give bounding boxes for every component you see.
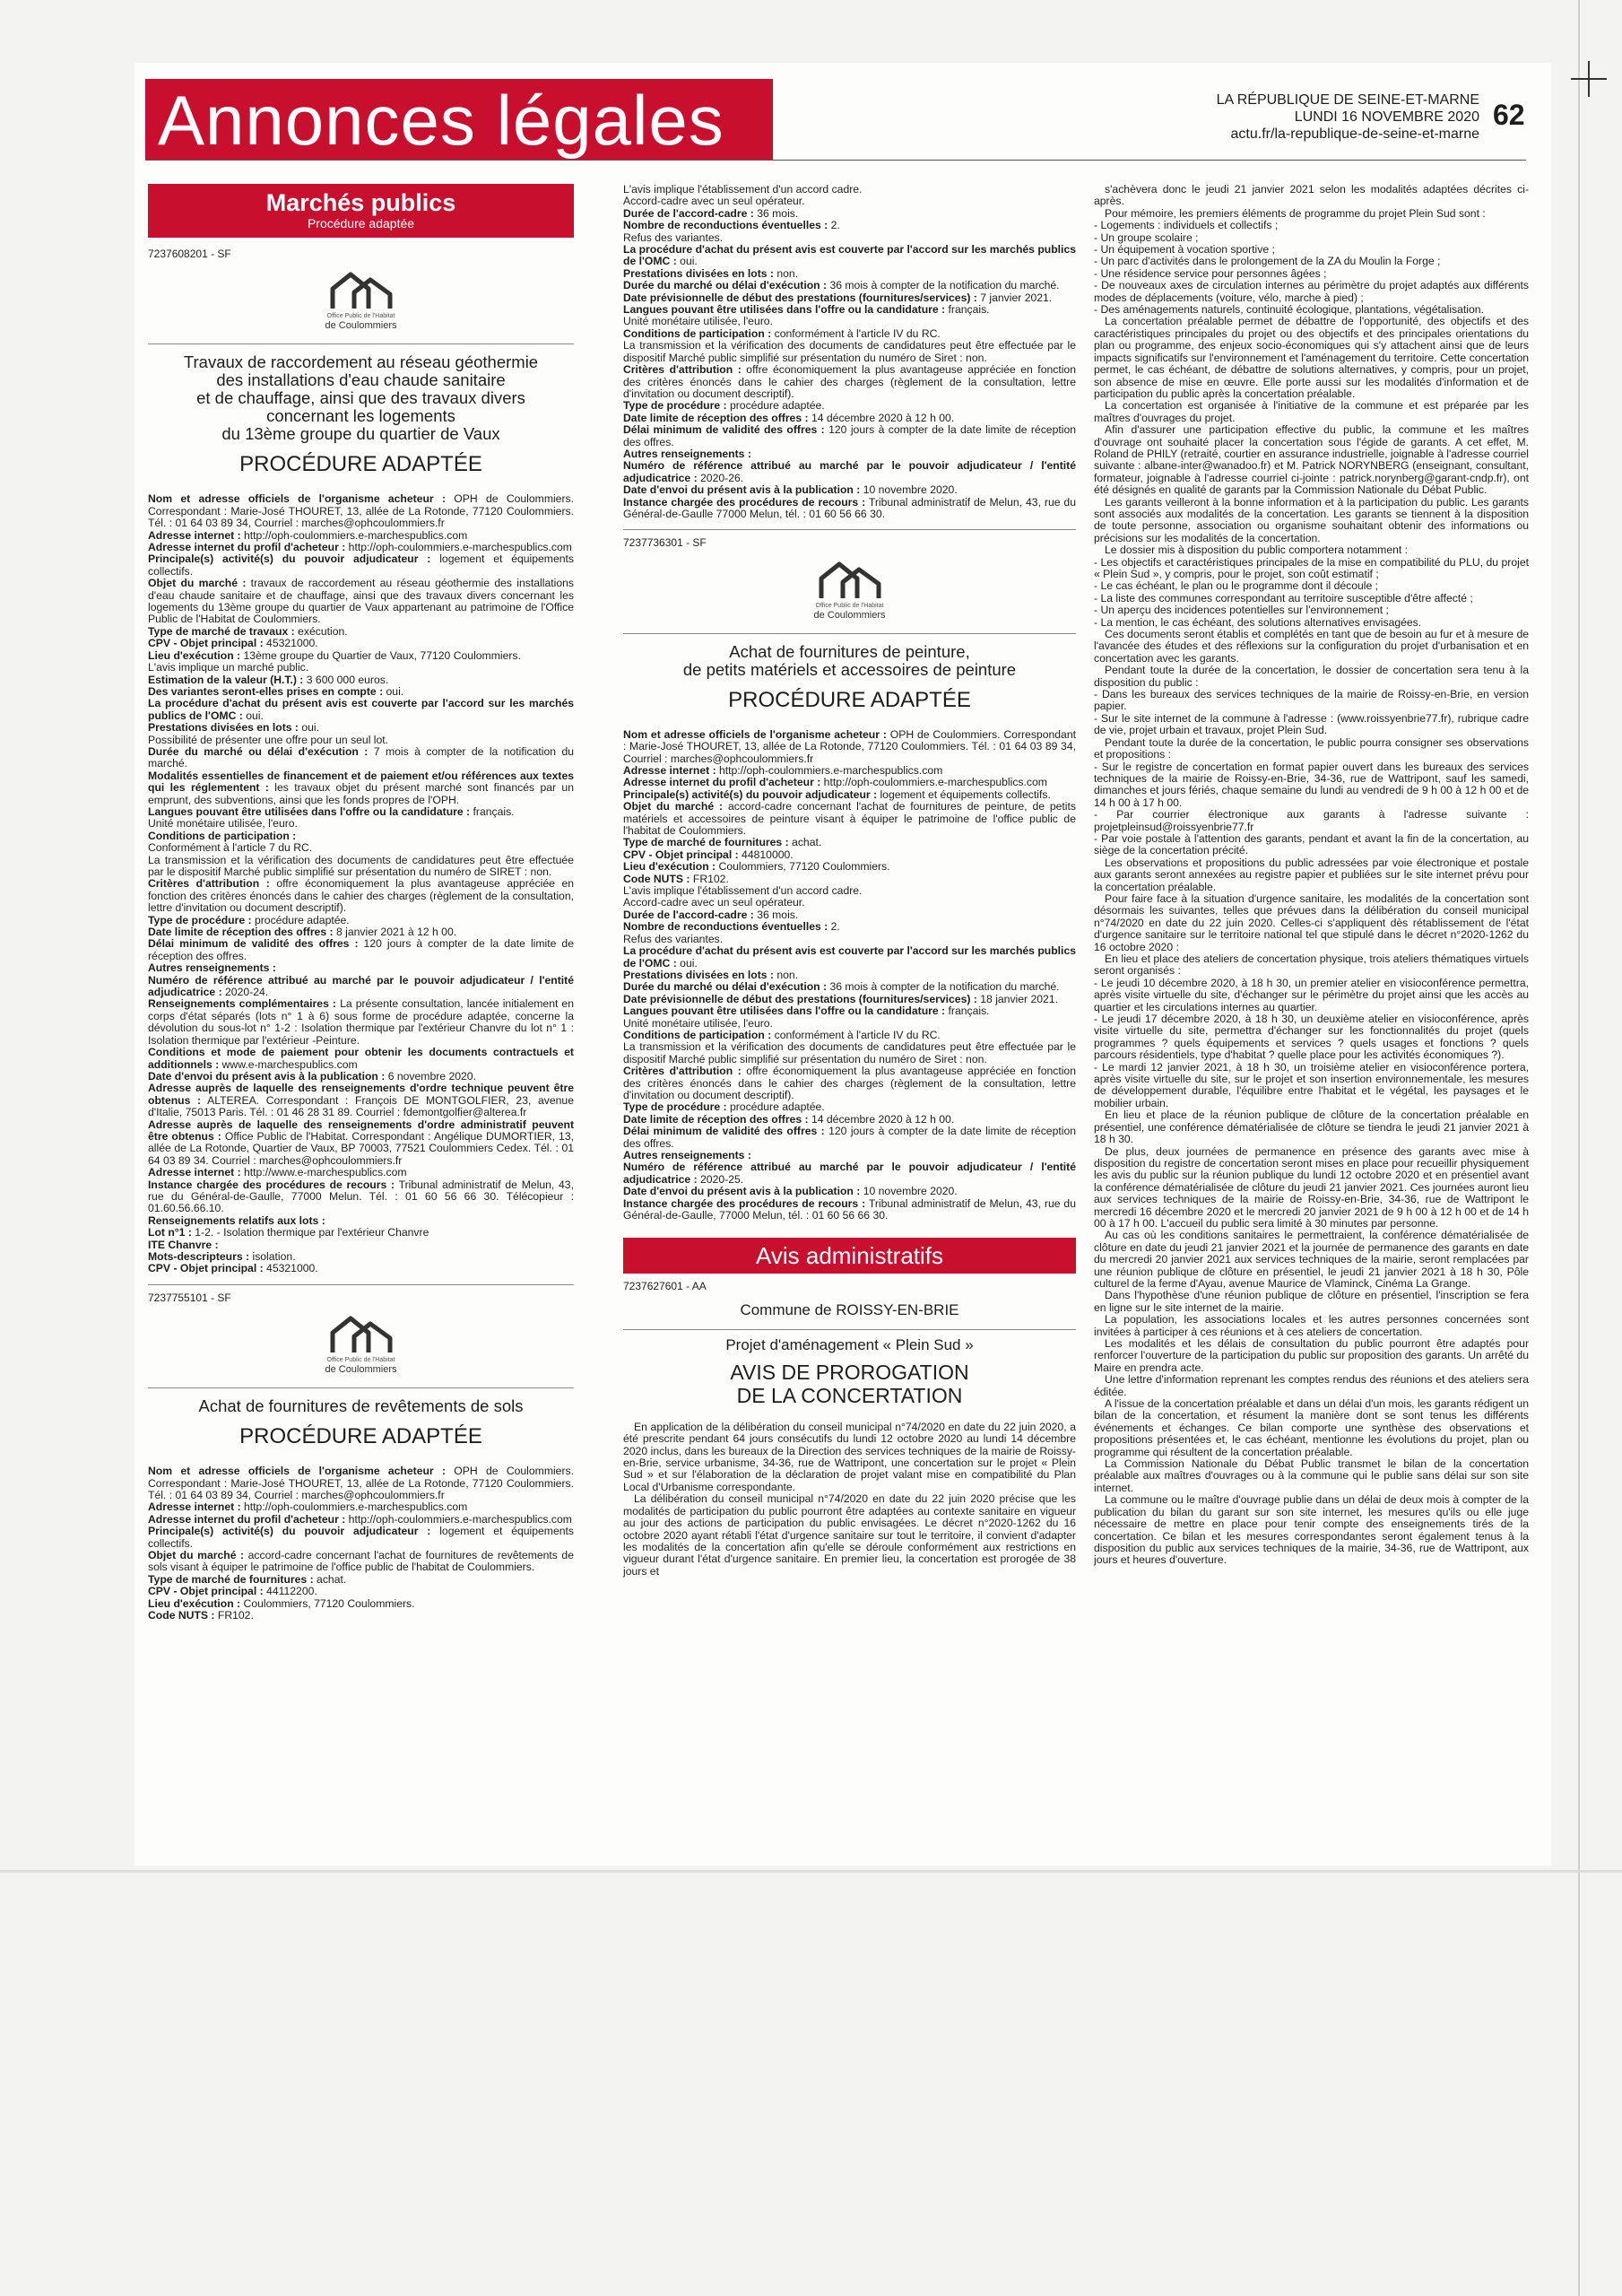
paragraph: - Une résidence service pour personnes âgées ; [1094,266,1327,280]
paragraph: Lieu d'exécution : 13ème groupe du Quartier de Vaux, 77120 Coulommiers. [148,648,521,662]
paragraph: - De nouveaux axes de circulation internes au périmètre du projet adaptés aux différents modes de déplacements (voiture, vélo, marche à pied) ; [1094,279,1529,304]
paragraph: En application de la délibération du conseil municipal n°74/2020 en date du 22 juin 2020, a été prescrite pendant 64 jours consécutifs du lundi 12 octobre 2020 au lundi 14 décembre 2020 inclus, dans les bureaux de la Direction des services techniques de la mairie de Roissy-en-Brie, service urbanisme, 34-36, rue de Wattripont, une concertation sur le projet « Plein Sud » et sur l'élaboration de la déclaration de projet valant mise en compatibilité du Plan Local d'Urbanisme correspondante. [623,1420,1076,1493]
paragraph: La transmission et la vérification des documents de candidatures peut être effectuée par le dispositif Marché public simplifié sur présentation du numéro de Siret : non. [623,339,1076,364]
house-logo-icon [327,267,395,312]
paragraph: Une lettre d'information reprenant les comptes rendus des réunions et des ateliers sera éditée. [1094,1373,1529,1398]
paragraph: Critères d'attribution : offre économiquement la plus avantageuse appréciée en fonction des critères énoncés dans le cahier des charges (règlement de la consultation, lettre d'invitation ou document descriptif). [148,877,574,915]
divider [623,633,1076,634]
paragraph: Le dossier mis à disposition du public comportera notamment : [1105,544,1409,557]
paragraph: Critères d'attribution : offre économiquement la plus avantageuse appréciée en fonction des critères énoncés dans le cahier des charges (règlement de la consultation, lettre d'invitation ou document descriptif). [623,363,1076,400]
paragraph: Délai minimum de validité des offres : 120 jours à compter de la date limite de réception des offres. [148,937,574,962]
paragraph: - Le jeudi 10 décembre 2020, à 18 h 30, un premier atelier en visioconférence permettra, après visite virtuelle du site, d'échanger sur le périmètre du projet ainsi que les accès au quartier et les circulations internes au quartier. [1094,976,1529,1013]
avis-title: AVIS DE PROROGATION DE LA CONCERTATION [730,1360,969,1407]
paragraph: Durée de l'accord-cadre : 36 mois. [623,206,799,220]
paragraph: La transmission et la vérification des documents de candidatures peut être effectuée par le dispositif Marché public simplifié sur présentation du numéro de Siret : non. [623,1040,1076,1065]
paragraph: A l'issue de la concertation préalable et dans un délai d'un mois, les garants rédigent un bilan de la concertation, et résument la manière dont se sont tenus les différents événements et échanges. Ce bilan comporte une synthèse des observations et propositions présentées et, le cas échéant, mentionne les évolutions du projet, plan ou programme qui résultent de la concertation préalable. [1094,1397,1529,1458]
paragraph: - Par courrier électronique aux garants à l'adresse suivante : projetpleinsud@roissyenbrie77.fr [1094,808,1529,833]
notice3-body [623,729,1076,1222]
paragraph: - Sur le registre de concertation en format papier ouvert dans les bureaux des services techniques de la mairie de Roissy-en-Brie, 34-36, rue de Wattripont, sauf les samedi, dimanches et jours fériés, chaque semaine du lundi au vendredi de 9 h 00 à 12 h 00 et de 14 h 00 à 17 h 00. [1094,760,1529,809]
marches-title: Marchés publics [265,189,456,216]
paragraph: Prestations divisées en lots : non. [623,968,799,981]
notice3-ref: 7237736301 - SF [623,536,707,550]
paragraph: Instance chargée des procédures de recours : Tribunal administratif de Melun, 43, rue du Général-de-Gaulle 77000 Melun, tél. : 01 60 56 66 30. [623,495,1076,520]
paragraph: Prestations divisées en lots : oui. [148,721,320,735]
paragraph: Objet du marché : accord-cadre concernant l'achat de fournitures de revêtements de sols visant à équiper le patrimoine de l'office public de l'habitat de Coulommiers. [148,1549,574,1574]
header-divider [145,160,1526,161]
paragraph: Les modalités et les délais de consultation du public pourront être adaptés pour renforcer l'ouverture de la participation du public sur proposition des garants. Un arrêté du Maire en prendra acte. [1094,1337,1529,1374]
paragraph: - La mention, le cas échéant, des solutions alternatives envisagées. [1094,615,1422,629]
paragraph: - Des aménagements naturels, continuité écologique, plantations, végétalisation. [1094,303,1484,317]
paragraph: Principale(s) activité(s) du pouvoir adjudicateur : logement et équipements collectifs. [623,787,1051,801]
paragraph: s'achèvera donc le jeudi 21 janvier 2021 selon les modalités adaptées décrites ci-après. [1094,183,1529,208]
oph-logo [792,557,908,621]
paragraph: Pour faire face à la situation d'urgence sanitaire, les modalités de la concertation sont désormais les suivantes, telles que prévues dans la délibération du conseil municipal n°74/2020 en date du 22 juin 2020. Celles-ci s'appliquent dès rétablissement de l'état d'urgence sanitaire sur le territoire national tel que stipulé dans le décret n°2020-1262 du 16 octobre 2020 : [1094,891,1529,953]
paragraph: Date prévisionnelle de début des prestations (fournitures/services) : 18 janvier 2021. [623,992,1058,1005]
paragraph: ITE Chanvre : [148,1238,219,1251]
logo-big-text: de Coulommiers [325,1364,397,1376]
paragraph: La procédure d'achat du présent avis est couverte par l'accord sur les marchés publics de l'OMC : oui. [623,243,1076,268]
oph-logo [303,267,420,331]
marches-subtitle: Procédure adaptée [307,216,415,230]
paragraph: - Par voie postale à l'attention des garants, pendant et avant la fin de la concertation, au siège de la concertation précité. [1094,831,1529,857]
paragraph: - La liste des communes correspondant au territoire susceptible d'être affecté ; [1094,591,1473,604]
header-meta [1130,91,1479,143]
paragraph: Conditions de participation : conformément à l'article IV du RC. [623,326,941,340]
paragraph: La Commission Nationale du Débat Public transmet le bilan de la concertation préalable aux maîtres d'ouvrages ou à la commune qui le publie sans délai sur son site internet. [1094,1457,1529,1494]
paragraph: Nom et adresse officiels de l'organisme acheteur : OPH de Coulommiers. Correspondant : Marie-José THOURET, 13, allée de La Rotonde, 77120 Coulommiers. Tél. : 01 64 03 89 34, Courriel : marches@ophcoulommiers.fr [623,727,1076,765]
section-banner [145,79,773,160]
marches-section-header [148,184,574,238]
paragraph: Afin d'assurer une participation effective du public, la commune et les maîtres d'ouvrage ont souhaité placer la concertation sous l'égide de garants. A cet effet, M. Roland de PHILY (retraité, courtier en assurance industrielle, joignable à l'adresse courriel suivante : albane-inter@wanadoo.fr) et M. Patrick NORYNBERG (enseignant, consultant, formateur, joignable à l'adresse courriel ci-jointe : patrick.norynberg@garant-cndp.fr), ont été désignés en qualité de garants par la Commission Nationale du Débat Public. [1094,423,1529,497]
logo-small-text: Office Public de l'Habitat [326,313,395,320]
paragraph: Date limite de réception des offres : 14 décembre 2020 à 12 h 00. [623,411,955,424]
paragraph: Dans l'hypothèse d'une réunion publique de clôture en présentiel, l'inscription se fera en ligne sur le site internet de la mairie. [1094,1289,1529,1314]
paragraph: Adresse internet : http://oph-coulommiers.e-marchespublics.com [148,528,468,542]
paragraph: L'avis implique l'établissement d'un accord cadre. [623,884,863,898]
paragraph: La procédure d'achat du présent avis est couverte par l'accord sur les marchés publics de l'OMC : oui. [148,697,574,722]
logo-big-text: de Coulommiers [813,609,886,621]
paragraph: Possibilité de présenter une offre pour un seul lot. [148,733,389,746]
paragraph: Date prévisionnelle de début des prestations (fournitures/services) : 7 janvier 2021. [623,291,1053,304]
paragraph: Principale(s) activité(s) du pouvoir adjudicateur : logement et équipements collectifs. [148,1525,574,1550]
paragraph: Refus des variantes. [623,230,724,244]
paragraph: Délai minimum de validité des offres : 120 jours à compter de la date limite de réception des offres. [623,1125,1076,1150]
paragraph: La délibération du conseil municipal n°74/2020 en date du 22 juin 2020 précise que les modalités de participation du public pourront être adaptées au contexte sanitaire en vigueur au jour des actions de participation du public envisagées. Le décret n°2020-1262 du 16 octobre 2020 ayant rétabli l'état d'urgence sanitaire sur tout le territoire, il convient d'adapter les modalités de la concertation afin qu'elle se déroule conformément aux restrictions en vigueur durant l'état d'urgence sanitaire. En premier lieu, la concertation est prorogée de 38 jours et [623,1492,1076,1578]
paragraph: Nom et adresse officiels de l'organisme acheteur : OPH de Coulommiers. Correspondant : Marie-José THOURET, 13, allée de La Rotonde, 77120 Coulommiers. Tél. : 01 64 03 89 34, Courriel : marches@ophcoulommiers.fr [148,492,574,530]
paragraph: La procédure d'achat du présent avis est couverte par l'accord sur les marchés publics de l'OMC : oui. [623,944,1076,970]
notice1-body [148,493,574,1274]
paragraph: Accord-cadre avec un seul opérateur. [623,896,805,909]
paragraph: Conformément à l'article 7 du RC. [148,841,313,855]
paragraph: Des variantes seront-elles prises en compte : oui. [148,684,404,698]
paragraph: Conditions et mode de paiement pour obtenir les documents contractuels et additionnels : www.e-marchespublics.com [148,1046,574,1071]
notice1-procedure: PROCÉDURE ADAPTÉE [239,452,482,477]
notice3-title: Achat de fournitures de peinture, de petits matériels et accessoires de peinture [682,641,1017,679]
paragraph: La population, les associations locales et les autres personnes concernées sont invitées à participer à ces réunions et à ces ateliers de concertation. [1094,1313,1529,1338]
paragraph: - Un aperçu des incidences potentielles sur l'environnement ; [1094,604,1389,617]
paragraph: Autres renseignements : [148,961,276,975]
house-logo-icon [816,557,884,602]
paragraph: Critères d'attribution : offre économiquement la plus avantageuse appréciée en fonction des critères énoncés dans le cahier des charges (règlement de la consultation, lettre d'invitation ou document descriptif). [623,1065,1076,1101]
paragraph: Pendant toute la durée de la concertation, le dossier de concertation sera tenu à la disposition du public : [1094,664,1529,689]
notice2-ref: 7237755101 - SF [148,1291,231,1304]
paragraph: Nombre de reconductions éventuelles : 2. [623,920,840,934]
paragraph: CPV - Objet principal : 45321000. [148,1262,318,1275]
paragraph: Objet du marché : accord-cadre concernant l'achat de fournitures de peinture, de petits matériels et accessoires de peinture visant à équiper le patrimoine de l'office public de l'habitat de Coulommiers. [623,800,1076,838]
paragraph: Unité monétaire utilisée, l'euro. [623,315,773,328]
notice2-body-part2 [623,184,1076,520]
paragraph: Pendant toute la durée de la concertation, le public pourra consigner ses observations et propositions : [1094,735,1529,761]
paragraph: Type de marché de fournitures : achat. [623,836,822,849]
newspaper-url[interactable]: actu.fr/la-republique-de-seine-et-marne [1230,126,1479,142]
paragraph: Durée du marché ou délai d'exécution : 36 mois à compter de la notification du marché. [623,980,1060,994]
paragraph: Délai minimum de validité des offres : 120 jours à compter de la date limite de réception des offres. [623,423,1076,448]
paragraph: Durée du marché ou délai d'exécution : 7 mois à compter de la notification du marché. [148,744,574,770]
paragraph: Objet du marché : travaux de raccordement au réseau géothermie des installations d'eau chaude sanitaire et de chauffage, ainsi que des travaux divers concernant les logements du 13ème groupe du quartier de Vaux appartenant au patrimoine de l'Office Public de l'Habitat de Coulommiers. [148,577,574,626]
paragraph: CPV - Objet principal : 44112200. [148,1585,317,1598]
paragraph: Accord-cadre avec un seul opérateur. [623,195,805,208]
newspaper-name: LA RÉPUBLIQUE DE SEINE-ET-MARNE [1216,92,1479,108]
paragraph: Autres renseignements : [623,447,751,460]
scan-page-edge [0,1870,1622,1873]
notice2-body-part1 [148,1465,574,1622]
paragraph: Langues pouvant être utilisées dans l'offre ou la candidature : français. [148,804,515,818]
paragraph: Code NUTS : FR102. [623,872,729,885]
paragraph: Unité monétaire utilisée, l'euro. [148,817,298,831]
column-2 [623,184,1076,1578]
paragraph: Date limite de réception des offres : 8 janvier 2021 à 12 h 00. [148,926,457,939]
paragraph: Pour mémoire, les premiers éléments de programme du projet Plein Sud sont : [1105,206,1486,220]
scan-fold-line [1578,0,1580,2296]
divider [148,1387,574,1388]
paragraph: L'avis implique l'établissement d'un accord cadre. [623,183,863,196]
paragraph: - Dans les bureaux des services techniques de la mairie de Roissy-en-Brie, en version papier. [1094,688,1529,713]
avis-ref: 7237627601 - AA [623,1280,707,1293]
paragraph: Date limite de réception des offres : 14 décembre 2020 à 12 h 00. [623,1112,955,1126]
paragraph: Renseignements complémentaires : La présente consultation, lancée initialement en corps d'état séparés (lots n° 1 à 6) sous forme de procédure adaptée, concerne la dévolution du sous-lot n° 1-2 : Isolation thermique par l'extérieur Chanvre du lot n° 1 : Isolation thermique par l'extérieur -Peinture. [148,997,574,1047]
paragraph: Date d'envoi du présent avis à la publication : 10 novembre 2020. [623,483,958,497]
paragraph: Unité monétaire utilisée, l'euro. [623,1016,773,1030]
paragraph: - Le jeudi 17 décembre 2020, à 18 h 30, un deuxième atelier en visioconférence, après visite virtuelle du site, permettra d'échanger sur les fonctionnalités du projet (quels programmes ? quels équipements et services ? quels usages et fonctions ? quels parcours résidentiels, type d'habitat ? quelle place pour les activités économiques ?). [1094,1013,1529,1062]
paragraph: L'avis implique un marché public. [148,661,309,674]
paragraph: Durée de l'accord-cadre : 36 mois. [623,908,799,921]
paragraph: Modalités essentielles de financement et de paiement et/ou références aux textes qui les réglementent : les travaux objet du présent marché sont financés par un emprunt, des subventions, ainsi que les fonds propres de l'OPH. [148,769,574,806]
column-1 [148,184,574,1622]
paragraph: Type de procédure : procédure adaptée. [148,913,350,926]
paragraph: La transmission et la vérification des documents de candidatures peut être effectuée par le dispositif Marché public simplifié sur présentation du numéro de SIRET : non. [148,853,574,878]
paragraph: Instance chargée des procédures de recours : Tribunal administratif de Melun, 43, rue du Général-de-Gaulle, 77000 Melun, tél. : 01 60 56 66 30. [623,1196,1076,1222]
paragraph: - Un parc d'activités dans le prolongement de la ZA du Moulin la Forge ; [1094,255,1441,268]
paragraph: Adresse auprès de laquelle des renseignements d'ordre technique peuvent être obtenus : ALTEREA. Correspondant : François DE MONTGOLFIER, 23, avenue d'Italie, 75013 Paris. Tél. : 01 46 28 31 89. Courriel : fdemontgolfier@alterea.fr [148,1082,574,1119]
paragraph: - Les objectifs et caractéristiques principales de la mise en compatibilité du PLU, du projet « Plein Sud », y compris, pour le projet, son coût estimatif ; [1094,555,1529,580]
paragraph: - Sur le site internet de la commune à l'adresse : (www.roissyenbrie77.fr), rubrique cadre de vie, projet urbain et travaux, projet Plein Sud. [1094,711,1529,737]
paragraph: Date d'envoi du présent avis à la publication : 10 novembre 2020. [623,1185,958,1198]
avis-section-header: Avis administratifs [623,1238,1076,1274]
paragraph: Nombre de reconductions éventuelles : 2. [623,219,840,232]
paragraph: Ces documents seront établis et complétés en tant que de besoin au fur et à mesure de l'avancée des études et des réflexions sur la configuration du projet d'urbanisation et en concertation avec les garants. [1094,628,1529,665]
paragraph: La commune ou le maître d'ouvrage publie dans un délai de deux mois à compter de la publication du bilan du garant sur son site internet, les mesures qu'ils ou elle juge nécessaire de mettre en place pour tenir compte des enseignements tirés de la concertation. Ce bilan et les mesures correspondantes seront également tenus à la disposition du public aux services techniques de la mairie, 34-36, rue de Wattripont, aux jours et heures d'ouverture. [1094,1493,1529,1567]
paragraph: La concertation est organisée à l'initiative de la commune et est préparée par les maîtres d'ouvrages du projet. [1094,399,1529,424]
avis-body-col2 [623,1422,1076,1578]
paragraph: Adresse internet : http://www.e-marchespublics.com [148,1166,407,1179]
paragraph: Au cas où les conditions sanitaires le permettraient, la conférence dématérialisée de clôture en date du jeudi 21 janvier 2021 et la journée de permanence des garants en date du mercredi 20 janvier 2021 aux services techniques de la mairie, seront remplacées par une réunion publique de clôture en présentiel, le jeudi 21 janvier 2021 à 18 h 30, Pôle culturel de la ferme d'Ayau, avenue Maurice de Vlaminck, Cinéma La Grange. [1094,1229,1529,1290]
paragraph: Nom et adresse officiels de l'organisme acheteur : OPH de Coulommiers. Correspondant : Marie-José THOURET, 13, allée de La Rotonde, 77120 Coulommiers. Tél. : 01 64 03 89 34, Courriel : marches@ophcoulommiers.fr [148,1465,574,1502]
paragraph: Type de procédure : procédure adaptée. [623,399,825,413]
paragraph: Estimation de la valeur (H.T.) : 3 600 000 euros. [148,673,389,686]
paragraph: Adresse internet : http://oph-coulommiers.e-marchespublics.com [623,764,943,777]
logo-small-text: Office Public de l'Habitat [815,602,884,609]
crop-mark-icon [1571,61,1607,97]
paragraph: Type de marché de fournitures : achat. [148,1572,347,1586]
paragraph: CPV - Objet principal : 45321000. [148,637,318,650]
oph-logo [303,1311,420,1375]
paragraph: Numéro de référence attribué au marché par le pouvoir adjudicateur / l'entité adjudicatrice : 2020-25. [623,1161,1076,1186]
divider [148,1284,574,1285]
avis-commune: Commune de ROISSY-EN-BRIE [740,1300,959,1318]
paragraph: En lieu et place des ateliers de concertation physique, trois ateliers thématiques virtuels seront organisés : [1094,952,1529,978]
paragraph: - Logements : individuels et collectifs ; [1094,219,1279,232]
logo-small-text: Office Public de l'Habitat [326,1357,395,1364]
logo-big-text: de Coulommiers [325,320,397,332]
page-number: 62 [1493,99,1525,131]
paragraph: Adresse internet : http://oph-coulommiers.e-marchespublics.com [148,1500,468,1514]
paragraph: Instance chargée des procédures de recours : Tribunal administratif de Melun, 43, rue du Général-de-Gaulle, 77000 Melun. Tél. : 01 60 56 66 30. Télécopieur : 01.60.56.66.10. [148,1178,574,1215]
paragraph: - Le cas échéant, le plan ou le programme dont il découle ; [1094,579,1379,593]
paragraph: - Un groupe scolaire ; [1094,230,1199,244]
paragraph: Code NUTS : FR102. [148,1609,254,1622]
paragraph: Adresse auprès de laquelle des renseignements d'ordre administratif peuvent être obtenus : Office Public de l'Habitat. Correspondant : Angélique DUMORTIER, 13, allée de La Rotonde, Quartier de Vaux, BP 70003, 77521 Coulommiers Cedex. Tél. : 01 64 03 89 34. Courriel : marches@ophcoulommiers.fr [148,1118,574,1167]
paragraph: De plus, deux journées de permanence en présence des garants avec mise à disposition du registre de concertation seront mises en place pour recueillir physiquement les avis du public sur la réunion publique du lundi 12 octobre 2020 et en présentiel avant la conférence dématérialisée de clôture du jeudi 21 janvier 2021. Ces journées auront lieu aux services techniques de la mairie de Roissy-en-Brie, 34-36, rue de Wattripont le mercredi 16 décembre 2020 et le mercredi 20 janvier 2021 de 9 h 00 à 12 h 00 et de 14 h 00 à 17 h 00. L'accueil du public sera limité à 30 minutes par personne. [1094,1144,1529,1230]
column-3 [1094,184,1529,1567]
paragraph: Adresse internet du profil d'acheteur : http://oph-coulommiers.e-marchespublics.com [623,776,1047,789]
paragraph: Autres renseignements : [623,1149,751,1161]
paragraph: En lieu et place de la réunion publique de clôture de la concertation préalable en présentiel, une conférence dématérialisée de clôture se tiendra le jeudi 21 janvier 2021 à 18 h 30. [1094,1109,1529,1146]
paragraph: Conditions de participation : [148,829,297,842]
notice3-procedure: PROCÉDURE ADAPTÉE [728,687,971,712]
paragraph: Numéro de référence attribué au marché par le pouvoir adjudicateur / l'entité adjudicatrice : 2020-24. [148,973,574,999]
divider [623,1329,1076,1330]
paragraph: Lieu d'exécution : Coulommiers, 77120 Coulommiers. [148,1596,415,1610]
paragraph: Refus des variantes. [623,932,724,945]
paragraph: Adresse internet du profil d'acheteur : http://oph-coulommiers.e-marchespublics.com [148,541,572,554]
notice1-ref: 7237608201 - SF [148,248,231,260]
banner-title: Annonces légales [158,81,724,160]
paragraph: Durée du marché ou délai d'exécution : 36 mois à compter de la notification du marché. [623,279,1060,292]
paragraph: Renseignements relatifs aux lots : [148,1213,325,1227]
issue-date: LUNDI 16 NOVEMBRE 2020 [1294,109,1479,125]
paragraph: Les garants veilleront à la bonne information et à la participation du public. Les garants sont associés aux modalités de la concertation. Les garants se tiennent à la disposition de toute personne, association ou organisme souhaitant obtenir des informations ou précisions sur les modalités de la concertation. [1094,495,1529,544]
paragraph: - Le mardi 12 janvier 2021, à 18 h 30, un troisième atelier en visioconférence portera, après visite virtuelle du site, sur le projet et son insertion environnementale, les mesures de développement durable, l'équilibre entre l'habitat et le végétal, les paysages et le mobilier urbain. [1094,1060,1529,1109]
paragraph: Lot n°1 : 1-2. - Isolation thermique par l'extérieur Chanvre [148,1226,429,1239]
paragraph: Prestations divisées en lots : non. [623,266,799,280]
paragraph: Les observations et propositions du public adressées par voie électronique et postale aux garants seront annexées au registre papier et publiées sur le site internet prévu pour la concertation préalable. [1094,856,1529,893]
paragraph: Langues pouvant être utilisées dans l'offre ou la candidature : français. [623,303,990,317]
paragraph: CPV - Objet principal : 44810000. [623,848,794,861]
paragraph: Type de marché de travaux : exécution. [148,624,348,638]
notice1-title: Travaux de raccordement au réseau géothermie des installations d'eau chaude sanitaire et de chauffage, ainsi que des travaux divers concernant les logements du 13ème groupe du quartier de Vaux [183,352,539,444]
paragraph: Mots-descripteurs : isolation. [148,1250,296,1263]
paragraph: Date d'envoi du présent avis à la publication : 6 novembre 2020. [148,1069,476,1083]
paragraph: Type de procédure : procédure adaptée. [623,1100,825,1114]
notice2-title: Achat de fournitures de revêtements de sols [198,1396,524,1416]
paragraph: Conditions de participation : conformément à l'article IV du RC. [623,1028,941,1041]
paragraph: Numéro de référence attribué au marché par le pouvoir adjudicateur / l'entité adjudicatrice : 2020-26. [623,459,1076,484]
paragraph: Principale(s) activité(s) du pouvoir adjudicateur : logement et équipements collectifs. [148,552,574,578]
paragraph: La concertation préalable permet de débattre de l'opportunité, des objectifs et des caractéristiques principales du projet ou des objectifs et des principales orientations du plan ou programme, des enjeux socio-économiques qui s'y attachent ainsi que de leurs impacts significatifs sur l'environnement et l'aménagement du territoire. Cette concertation permet, le cas échéant, de débattre de solutions alternatives, y compris, pour un projet, son absence de mise en œuvre. Elle porte aussi sur les modalités d'information et de participation du public après la concertation préalable. [1094,315,1529,400]
divider [623,529,1076,530]
avis-projet: Projet d'aménagement « Plein Sud » [725,1335,974,1353]
paragraph: Lieu d'exécution : Coulommiers, 77120 Coulommiers. [623,860,890,874]
avis-body-col3 [1094,184,1529,1567]
paragraph: - Un équipement à vocation sportive ; [1094,243,1275,257]
paragraph: Langues pouvant être utilisées dans l'offre ou la candidature : français. [623,1004,990,1018]
paragraph: Adresse internet du profil d'acheteur : http://oph-coulommiers.e-marchespublics.com [148,1512,572,1526]
notice2-procedure: PROCÉDURE ADAPTÉE [239,1424,482,1449]
house-logo-icon [327,1311,395,1356]
